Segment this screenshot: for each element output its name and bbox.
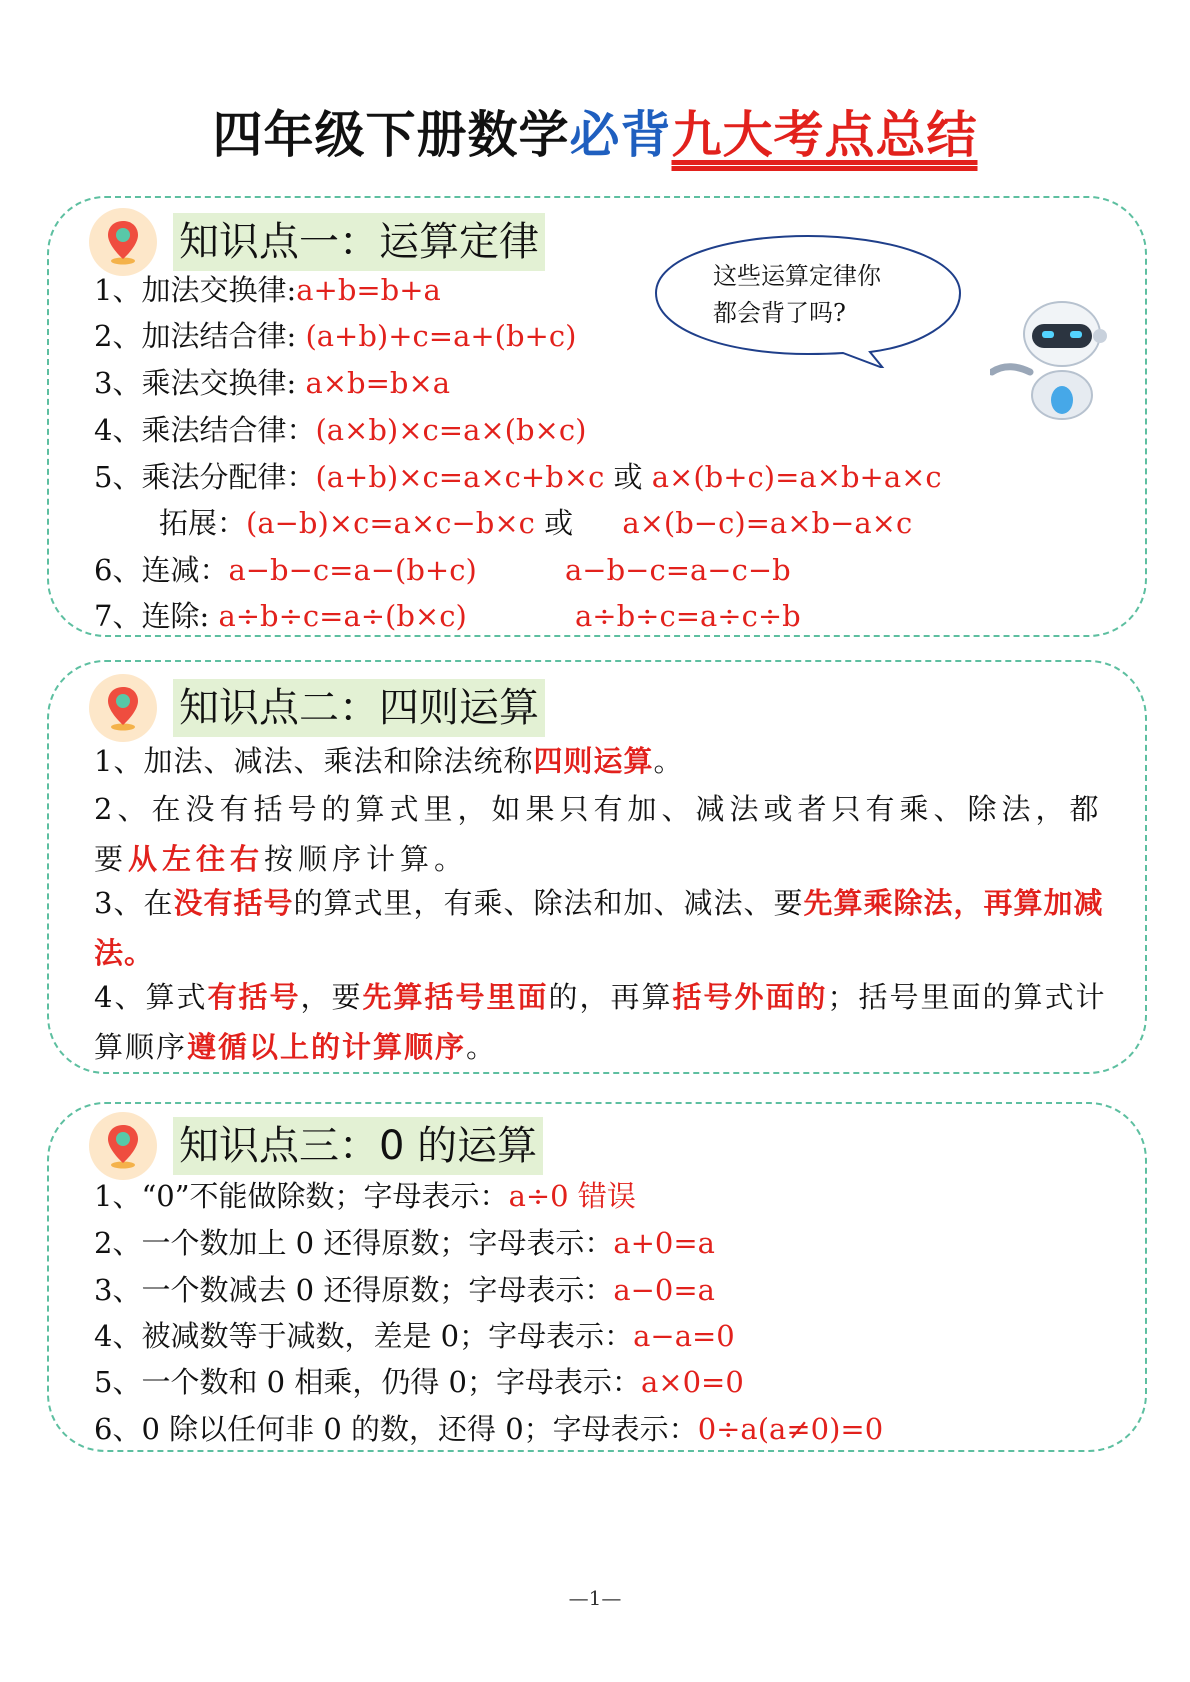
- list-item: 5、乘法分配律：(a+b)×c=a×c+b×c 或 a×(b+c)=a×b+a×c: [94, 460, 942, 494]
- paragraph: 1、加法、减法、乘法和除法统称四则运算。: [94, 744, 684, 778]
- location-pin-icon: [89, 1112, 157, 1180]
- title-part1: 四年级下册数学: [212, 106, 570, 164]
- bubble-text: 这些运算定律你 都会背了吗?: [713, 262, 881, 327]
- list-item-alt: a−b−c=a−c−b: [565, 553, 791, 587]
- list-item: 2、一个数加上 0 还得原数；字母表示：a+0=a: [94, 1226, 715, 1260]
- section-3-heading: [89, 1112, 543, 1180]
- paragraph: 2、在没有括号的算式里，如果只有加、减法或者只有乘、除法，都要从左往右按顺序计算。: [94, 792, 1104, 876]
- page-number: —1—: [568, 1586, 622, 1610]
- list-item: 3、一个数减去 0 还得原数；字母表示：a−0=a: [94, 1273, 715, 1307]
- page-title: [0, 95, 1190, 167]
- section-3-title: 知识点三：0 的运算: [173, 1117, 543, 1175]
- paragraph: 3、在没有括号的算式里，有乘、除法和加、减法、要先算乘除法，再算加减法。: [94, 886, 1104, 970]
- location-pin-icon: [89, 674, 157, 742]
- section-3-panel: [47, 1102, 1147, 1452]
- list-item: 3、乘法交换律: a×b=b×a: [94, 366, 451, 400]
- section-2-title: 知识点二：四则运算: [173, 679, 545, 737]
- section-2-heading: [89, 674, 545, 742]
- section-1-panel: [47, 196, 1147, 637]
- list-item: 6、0 除以任何非 0 的数，还得 0；字母表示：0÷a(a≠0)=0: [94, 1412, 884, 1446]
- list-item: 4、被减数等于减数，差是 0；字母表示：a−a=0: [94, 1319, 735, 1353]
- list-item: 拓展：(a−b)×c=a×c−b×c 或 a×(b−c)=a×b−a×c: [159, 506, 913, 540]
- location-pin-icon: [89, 208, 157, 276]
- paragraph: 4、算式有括号，要先算括号里面的，再算括号外面的；括号里面的算式计算顺序遵循以上的计算顺序。: [94, 980, 1107, 1064]
- title-part2: 必背: [569, 106, 672, 164]
- section-1-title: 知识点一：运算定律: [173, 213, 545, 271]
- list-item-alt: a÷b÷c=a÷c÷b: [575, 599, 801, 633]
- list-item: 2、加法结合律: (a+b)+c=a+(b+c): [94, 319, 577, 353]
- list-item: 4、乘法结合律：(a×b)×c=a×(b×c): [94, 413, 587, 447]
- section-1-heading: [89, 208, 545, 276]
- robot-icon: [990, 300, 1110, 420]
- speech-bubble: [648, 228, 978, 368]
- title-part3: 九大考点总结: [671, 106, 978, 164]
- list-item: 1、“0”不能做除数；字母表示：a÷0 错误: [94, 1179, 636, 1213]
- list-item: 6、连减：a−b−c=a−(b+c): [94, 553, 477, 587]
- list-item: 1、加法交换律:a+b=b+a: [94, 273, 441, 307]
- section-2-panel: [47, 660, 1147, 1074]
- list-item: 5、一个数和 0 相乘，仍得 0；字母表示：a×0=0: [94, 1365, 744, 1399]
- list-item: 7、连除: a÷b÷c=a÷(b×c): [94, 599, 467, 633]
